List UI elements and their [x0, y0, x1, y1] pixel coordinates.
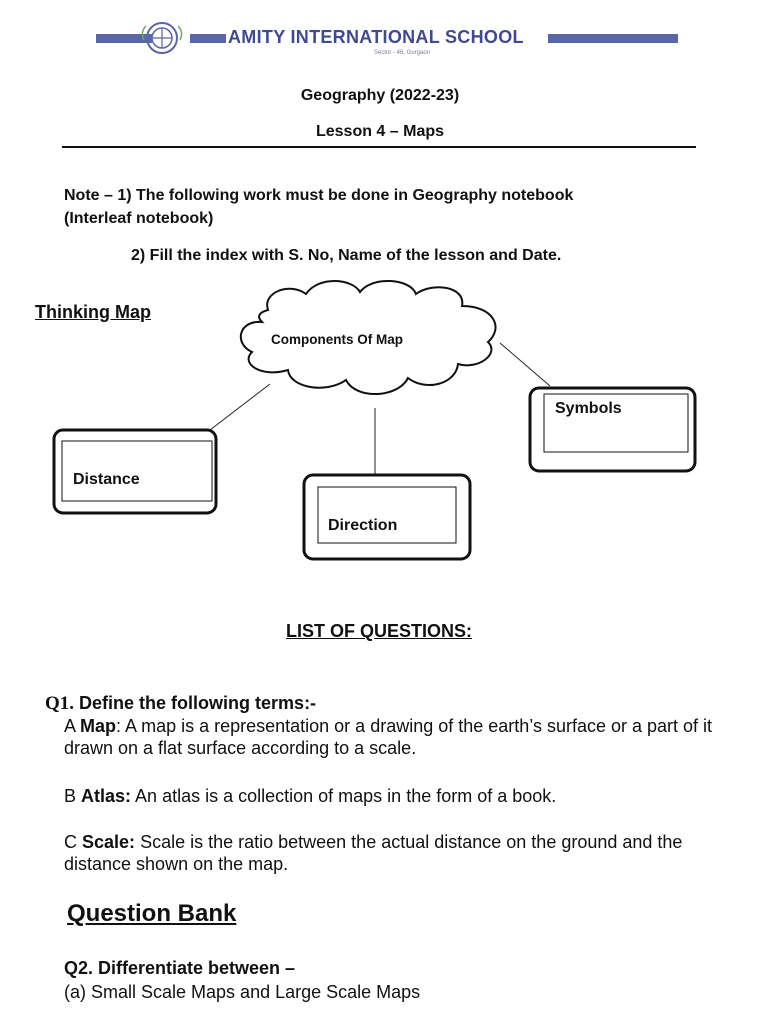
definition-text: An atlas is a collection of maps in the form of a book. — [131, 786, 557, 806]
definition-letter: B — [64, 786, 77, 806]
list-of-questions-title: LIST OF QUESTIONS: — [285, 621, 472, 641]
subject-title: Geography (2022-23) — [300, 87, 460, 104]
cloud-label: Components Of Map — [271, 332, 403, 347]
thinking-map-title: Thinking Map — [35, 302, 151, 322]
q2-heading: Q2. Differentiate between – — [64, 958, 296, 978]
definition-term: Map — [80, 716, 117, 736]
definition-atlas — [64, 785, 714, 807]
q1-number: Q1. — [45, 693, 75, 714]
definition-text: A map is a representation or a drawing of the earth’s surface or a part of it drawn on a flat surface according to a scale. — [64, 716, 713, 758]
school-banner — [62, 18, 686, 60]
school-name: AMITY INTERNATIONAL SCHOOL — [228, 27, 524, 47]
note-line-2: 2) Fill the index with S. No, Name of the lesson and Date. — [131, 247, 562, 264]
banner-bar-right — [548, 34, 678, 43]
connector-symbols — [500, 343, 550, 386]
q2-item: (a) Small Scale Maps and Large Scale Maps — [64, 982, 421, 1002]
definition-letter: C — [64, 832, 77, 852]
definition-map — [64, 715, 714, 759]
school-sector: Sector - 46, Gurgaon — [374, 50, 431, 56]
lesson-title: Lesson 4 – Maps — [315, 123, 445, 140]
definition-text: Scale is the ratio between the actual distance on the ground and the distance shown on the map. — [64, 832, 683, 874]
definition-term: Scale: — [82, 832, 136, 852]
title-divider — [62, 146, 696, 148]
direction-label: Direction — [328, 517, 398, 534]
definition-scale — [64, 831, 714, 875]
q1-title: Define the following terms:- — [79, 693, 317, 713]
definition-term: Atlas: — [81, 786, 132, 806]
definition-separator: : — [116, 716, 122, 736]
note-line-1: Note – 1) The following work must be done in Geography notebook (Interleaf notebook) — [64, 187, 574, 227]
banner-bar-mid — [190, 34, 226, 43]
symbols-label: Symbols — [555, 400, 622, 417]
q1-heading — [45, 693, 316, 715]
distance-label: Distance — [73, 471, 140, 488]
school-crest-icon — [136, 20, 188, 56]
question-bank-title: Question Bank — [67, 900, 237, 927]
definition-letter: A — [64, 716, 76, 736]
connector-distance — [210, 384, 270, 430]
